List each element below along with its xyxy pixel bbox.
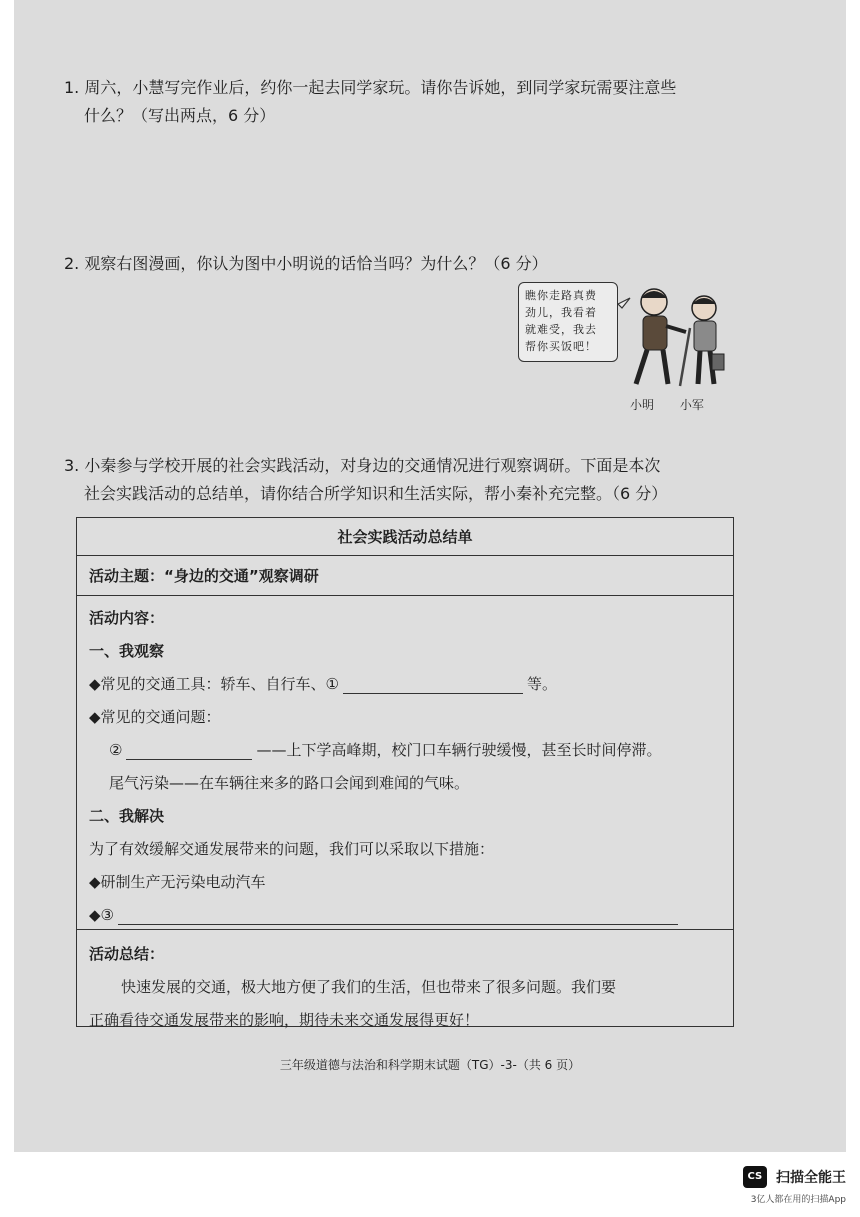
problem-1-marker: ② <box>109 741 123 759</box>
question-3-line-1: 3. 小秦参与学校开展的社会实践活动，对身边的交通情况进行观察调研。下面是本次 <box>64 456 661 475</box>
problem-2-line: 尾气污染——在车辆往来多的路口会闻到难闻的气味。 <box>109 774 470 792</box>
question-2: 2. 观察右图漫画，你认为图中小明说的话恰当吗？为什么？（6 分） <box>64 254 548 273</box>
question-1-line-1: 1. 周六，小慧写完作业后，约你一起去同学家玩。请你告诉她，到同学家玩需要注意些 <box>64 78 677 97</box>
camscanner-logo-icon: CS <box>743 1166 767 1188</box>
problem-1-line <box>89 734 733 767</box>
problems-label: ◆常见的交通问题： <box>89 708 221 726</box>
bubble-line: 帮你买饭吧！ <box>525 340 597 353</box>
measure-1: ◆研制生产无污染电动汽车 <box>89 873 266 891</box>
summary-label: 活动总结： <box>89 945 165 963</box>
question-1-line-2: 什么？（写出两点，6 分） <box>84 106 276 125</box>
brand-name: 扫描全能王 <box>776 1170 846 1186</box>
measure-2-line <box>89 899 733 932</box>
content-label: 活动内容： <box>89 609 165 627</box>
tools-suffix: 等。 <box>527 675 558 693</box>
question-3-line-2: 社会实践活动的总结单，请你结合所学知识和生活实际，帮小秦补充完整。（6 分） <box>84 484 668 503</box>
page-footer: 三年级道德与法治和科学期末试题（TG）-3-（共 6 页） <box>279 1058 581 1072</box>
measure-2-marker: ◆③ <box>89 906 114 924</box>
table-title: 社会实践活动总结单 <box>77 518 733 556</box>
problem-1-text: ——上下学高峰期，校门口车辆行驶缓慢，甚至长时间停滞。 <box>256 741 662 759</box>
transport-tools-line <box>89 668 733 701</box>
answer-blank-3[interactable] <box>118 906 678 925</box>
question-1 <box>64 74 676 130</box>
bubble-line: 就难受，我去 <box>525 323 597 336</box>
question-3 <box>64 452 667 508</box>
name-xiaojun: 小军 <box>679 398 704 412</box>
observe-heading: 一、我观察 <box>89 642 165 660</box>
activity-summary <box>77 930 733 1037</box>
character-names <box>630 396 726 413</box>
answer-blank-2[interactable] <box>126 741 252 760</box>
bubble-line: 劲儿，我看着 <box>525 306 597 319</box>
summary-line-2: 正确看待交通发展带来的影响，期待未来交通发展得更好！ <box>89 1011 480 1029</box>
solve-intro: 为了有效缓解交通发展带来的问题，我们可以采取以下措施： <box>89 840 495 858</box>
activity-theme: 活动主题：“身边的交通”观察调研 <box>77 556 733 596</box>
activity-content <box>77 596 733 930</box>
tools-prefix: ◆常见的交通工具：轿车、自行车、① <box>89 675 339 693</box>
name-xiaoming: 小明 <box>630 398 655 412</box>
activity-summary-table <box>76 517 734 1027</box>
brand-tagline: 3亿人都在用的扫描App <box>750 1195 846 1205</box>
answer-blank-1[interactable] <box>343 675 523 694</box>
solve-heading: 二、我解决 <box>89 807 165 825</box>
scanner-watermark <box>743 1166 846 1205</box>
bubble-line: 瞧你走路真费 <box>525 289 597 302</box>
comic-illustration <box>518 278 728 418</box>
summary-line-1: 快速发展的交通，极大地方便了我们的生活，但也带来了很多问题。我们要 <box>121 978 617 996</box>
